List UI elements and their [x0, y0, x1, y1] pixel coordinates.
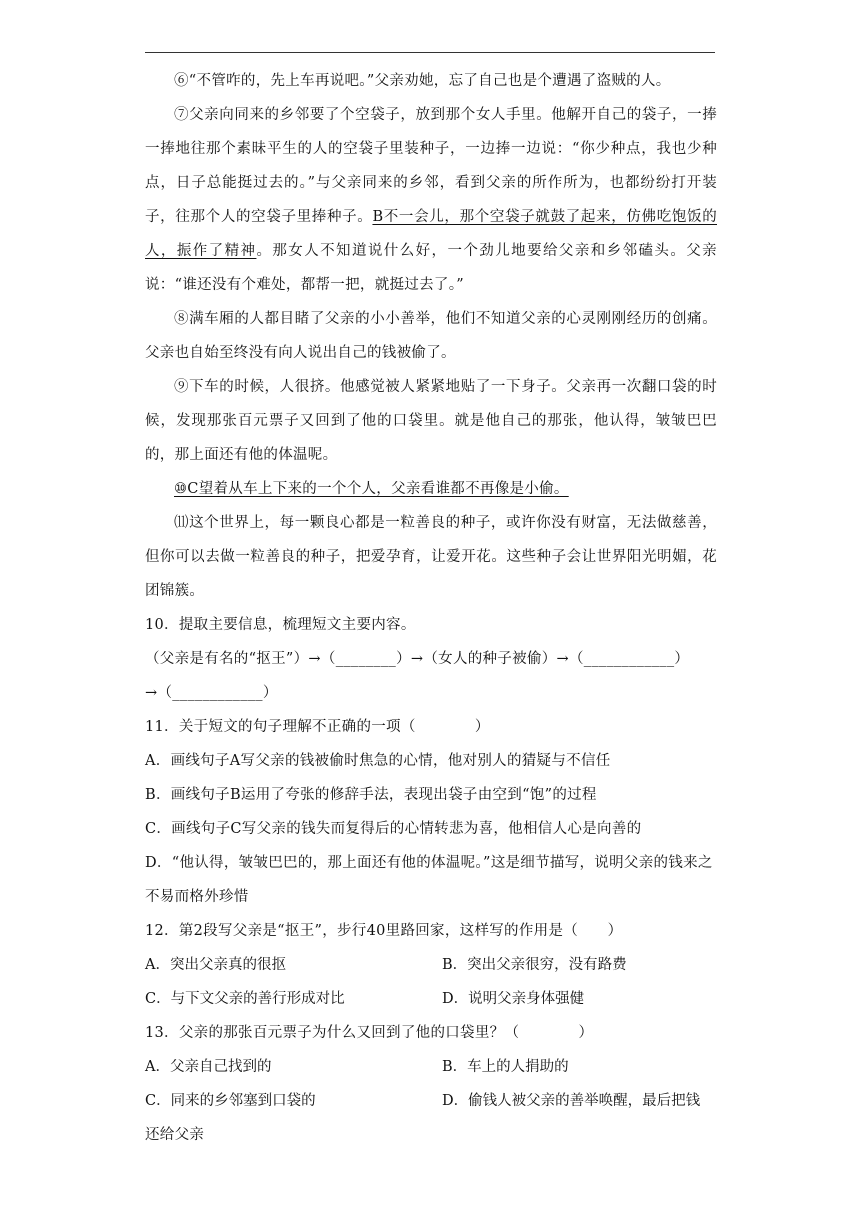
q10-flow-seg4: →（: [145, 685, 173, 701]
q13-option-d[interactable]: D．偷钱人被父亲的善举唤醒，最后把钱: [442, 1093, 701, 1109]
q12-option-a[interactable]: A．突出父亲真的很抠: [145, 957, 286, 973]
document-page: [145, 64, 717, 1152]
paragraph-7-text-1: ⑦父亲向同来的乡邻要了个空袋子，放到那个女人手里。他解开自己的袋子，一捧一捧地往那个素昧平生的人的空袋子里装种子，一边捧一边说：“你少种点，我也少种点，日子总能挺过去的。”与父亲同来的乡邻，看到父亲的所作所为，也都纷纷打开装子，往那个人的空袋子里捧种子。: [145, 107, 717, 225]
paragraph-8: ⑧满车厢的人都目睹了父亲的小小善举，他们不知道父亲的心灵刚刚经历的创痛。父亲也自始至终没有向人说出自己的钱被偷了。: [145, 311, 717, 361]
q10-flow-seg2: ）→（女人的种子被偷）→（: [396, 651, 584, 667]
q13-option-d-continued: 还给父亲: [145, 1127, 205, 1143]
question-12-stem: 12．第2段写父亲是“抠王”，步行40里路回家，这样写的作用是（ ）: [145, 923, 623, 939]
question-10-flow-cont: [145, 676, 717, 710]
q12-options-row-2: [145, 982, 717, 1016]
q13-option-b[interactable]: B．车上的人捐助的: [442, 1059, 569, 1075]
q10-flow-seg5: ）: [262, 685, 278, 701]
q10-flow-seg3: ）: [674, 651, 690, 667]
paragraph-10: [145, 472, 717, 506]
question-11-stem: 11．关于短文的句子理解不正确的一项（ ）: [145, 719, 490, 735]
q10-answer-blank-3[interactable]: ____________: [172, 685, 263, 701]
question-13-stem: 13．父亲的那张百元票子为什么又回到了他的口袋里？（ ）: [145, 1025, 594, 1041]
header-rule: [145, 52, 715, 53]
question-10-flow: [145, 642, 717, 676]
q11-option-d[interactable]: D．“他认得，皱皱巴巴的，那上面还有他的体温呢。”这是细节描写，说明父亲的钱来之不易而格外珍惜: [145, 855, 713, 905]
q11-option-b[interactable]: B．画线句子B运用了夸张的修辞手法，表现出袋子由空到“饱”的过程: [145, 787, 597, 803]
underlined-sentence-b: B不一会儿，那个空袋子就鼓了起来，仿佛吃饱饭的人，振作了精神: [145, 209, 717, 259]
q11-option-c[interactable]: C．画线句子C写父亲的钱失而复得后的心情转悲为喜，他相信人心是向善的: [145, 821, 642, 837]
question-10-stem: 10．提取主要信息，梳理短文主要内容。: [145, 617, 416, 633]
q12-options-row-1: [145, 948, 717, 982]
q12-option-d[interactable]: D．说明父亲身体强健: [442, 991, 585, 1007]
q10-answer-blank-1[interactable]: ________: [335, 651, 397, 667]
q12-option-c[interactable]: C．与下文父亲的善行形成对比: [145, 991, 345, 1007]
q13-option-c[interactable]: C．同来的乡邻塞到口袋的: [145, 1093, 316, 1109]
q13-options-row-1: [145, 1050, 717, 1084]
q11-option-a[interactable]: A．画线句子A写父亲的钱被偷时焦急的心情，他对别人的猜疑与不信任: [145, 753, 611, 769]
q13-options-row-2: [145, 1084, 717, 1118]
paragraph-11: ⑾这个世界上，每一颗良心都是一粒善良的种子，或许你没有财富，无法做慈善，但你可以去做一粒善良的种子，把爱孕育，让爱开花。这些种子会让世界阳光明媚，花团锦簇。: [145, 515, 717, 599]
q13-option-a[interactable]: A．父亲自己找到的: [145, 1059, 272, 1075]
paragraph-7: [145, 98, 717, 302]
q10-flow-seg1: （父亲是有名的“抠王”）→（: [145, 651, 336, 667]
paragraph-9: ⑨下车的时候，人很挤。他感觉被人紧紧地贴了一下身子。父亲再一次翻口袋的时候，发现那张百元票子又回到了他的口袋里。就是他自己的那张，他认得，皱皱巴巴的，那上面还有他的体温呢。: [145, 379, 717, 463]
paragraph-7-text-2: 。那女人不知道说什么好，一个劲儿地要给父亲和乡邻磕头。父亲说：“谁还没有个难处，都帮一把，就挺过去了。”: [145, 243, 717, 293]
underlined-sentence-c: ⑩C望着从车上下来的一个个人，父亲看谁都不再像是小偷。: [174, 481, 569, 497]
q12-option-b[interactable]: B．突出父亲很穷，没有路费: [442, 957, 627, 973]
paragraph-6: ⑥“不管咋的，先上车再说吧。”父亲劝她，忘了自己也是个遭遇了盗贼的人。: [174, 73, 671, 89]
q10-answer-blank-2[interactable]: ____________: [583, 651, 675, 667]
